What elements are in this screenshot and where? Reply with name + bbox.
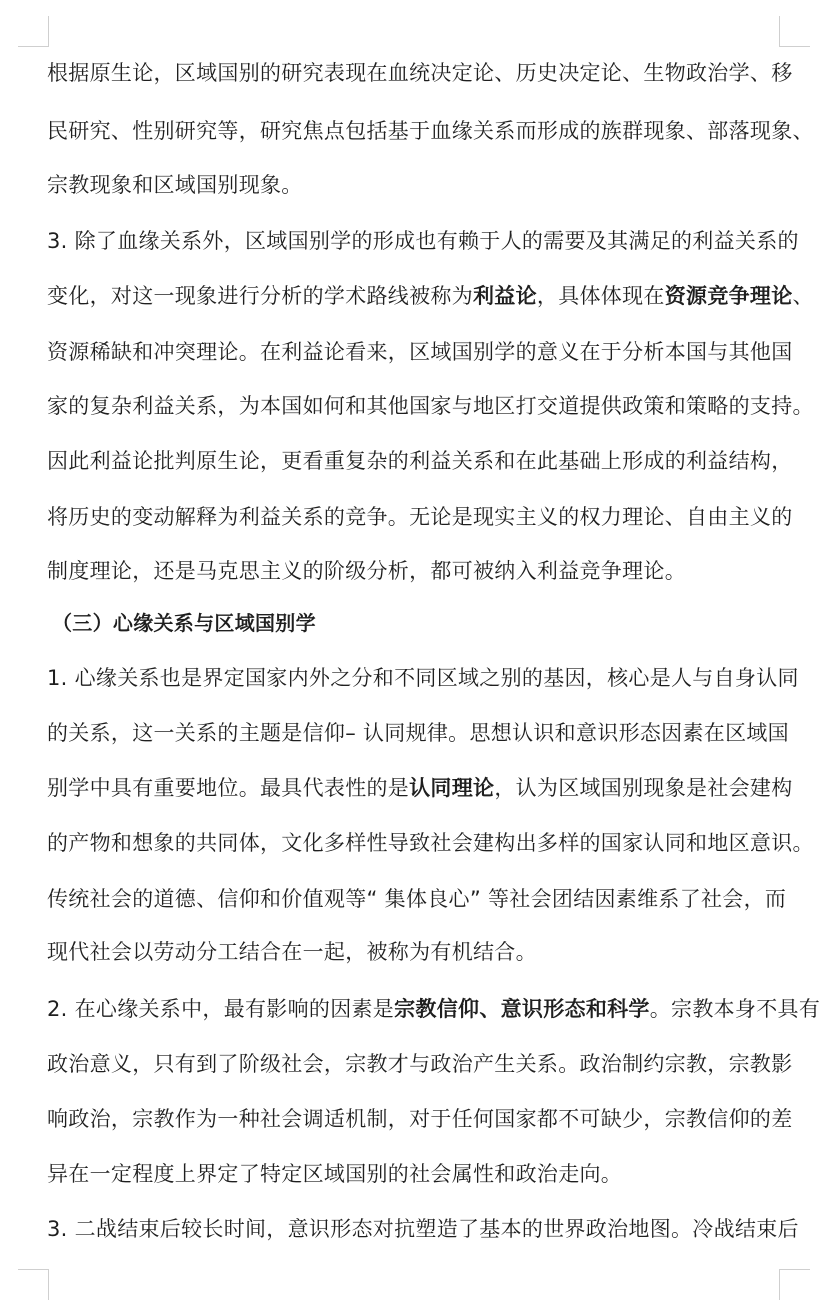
text-line: 别学中具有重要地位。最具代表性的是认同理论，认为区域国别现象是社会建构 [47,776,793,800]
text-line: 传统社会的道德、信仰和价值观等“ 集体良心” 等社会团结因素维系了社会，而 [47,887,787,911]
text-line: 政治意义，只有到了阶级社会，宗教才与政治产生关系。政治制约宗教，宗教影 [47,1052,793,1076]
text-line: 3. 除了血缘关系外，区域国别学的形成也有赖于人的需要及其满足的利益关系的 [47,229,799,253]
crop-mark-top-right [779,16,810,47]
text-line: 的关系，这一关系的主题是信仰– 认同规律。思想认识和意识形态因素在区域国 [47,721,789,745]
crop-mark-bottom-left [18,1269,49,1300]
text-line: 异在一定程度上界定了特定区域国别的社会属性和政治走向。 [47,1162,623,1186]
text-line: 将历史的变动解释为利益关系的竞争。无论是现实主义的权力理论、自由主义的 [47,505,793,529]
bold-term: 宗教信仰、意识形态和科学 [394,997,650,1021]
text-line: 3. 二战结束后较长时间，意识形态对抗塑造了基本的世界政治地图。冷战结束后 [47,1217,799,1241]
text-line: 1. 心缘关系也是界定国家内外之分和不同区域之别的基因，核心是人与自身认同 [47,666,799,690]
text-line: 民研究、性别研究等，研究焦点包括基于血缘关系而形成的族群现象、部落现象、 [47,119,814,143]
text-line: 2. 在心缘关系中，最有影响的因素是宗教信仰、意识形态和科学。宗教本身不具有 [47,997,821,1021]
bold-term: 利益论 [473,284,537,308]
section-heading: （三）心缘关系与区域国别学 [52,611,316,635]
text-line: 制度理论，还是马克思主义的阶级分析，都可被纳入利益竞争理论。 [47,559,686,583]
text-line: 因此利益论批判原生论，更看重复杂的利益关系和在此基础上形成的利益结构， [47,449,793,473]
bold-term: 认同理论 [409,776,495,800]
crop-mark-bottom-right [779,1269,810,1300]
text-line: 的产物和想象的共同体，文化多样性导致社会建构出多样的国家认同和地区意识。 [47,831,814,855]
text-line: 根据原生论，区域国别的研究表现在血统决定论、历史决定论、生物政治学、移 [47,61,793,85]
text-line: 响政治，宗教作为一种社会调适机制，对于任何国家都不可缺少，宗教信仰的差 [47,1107,793,1131]
text-line: 资源稀缺和冲突理论。在利益论看来，区域国别学的意义在于分析本国与其他国 [47,340,793,364]
text-line: 变化，对这一现象进行分析的学术路线被称为利益论，具体体现在资源竞争理论、 [47,284,814,308]
bold-term: 资源竞争理论 [664,284,793,308]
text-line: 现代社会以劳动分工结合在一起，被称为有机结合。 [47,940,537,964]
text-line: 家的复杂利益关系，为本国如何和其他国家与地区打交道提供政策和策略的支持。 [47,394,814,418]
text-line: 宗教现象和区域国别现象。 [47,173,303,197]
crop-mark-top-left [18,16,49,47]
